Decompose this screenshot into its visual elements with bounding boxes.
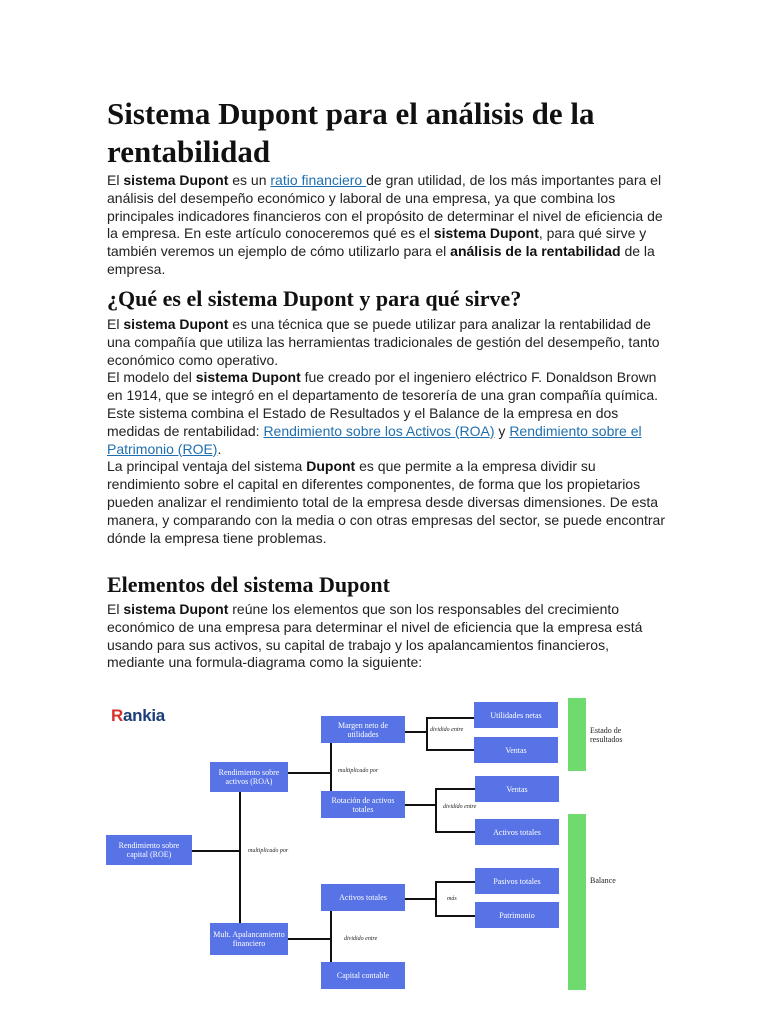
section-heading-elementos: Elementos del sistema Dupont — [107, 572, 390, 597]
utilidades-netas-box: Utilidades netas — [474, 702, 558, 728]
section1-body — [107, 316, 667, 547]
dividido-entre-label-3: dividido entre — [344, 936, 378, 942]
patrimonio-box: Patrimonio — [475, 902, 559, 928]
ventas-box-1: Ventas — [474, 737, 558, 763]
estado-resultados-label: Estado de resultados — [590, 726, 623, 744]
roa-box: Rendimiento sobre activos (ROA) — [210, 762, 288, 792]
connector-line — [426, 749, 474, 751]
roe-box: Rendimiento sobre capital (ROE) — [106, 835, 192, 865]
connector-line — [426, 717, 428, 750]
balance-bar — [568, 814, 586, 990]
rankia-logo: Rankia — [111, 706, 165, 725]
connector-line — [405, 898, 436, 900]
dividido-entre-label-1: dividido entre — [430, 727, 464, 733]
roe-link[interactable]: Rendimiento sobre el Patrimonio (ROE) — [107, 422, 642, 457]
multiplicado-por-label-1: multiplicado por — [248, 848, 289, 854]
connector-line — [192, 850, 240, 852]
roa-link[interactable]: Rendimiento sobre los Activos (ROA) — [263, 422, 495, 439]
dividido-entre-label-2: dividido entre — [443, 804, 477, 810]
connector-line — [435, 881, 437, 916]
connector-line — [405, 731, 427, 733]
section1-paragraph-3: Este sistema combina el Estado de Resultados y el Balance de la empresa en dos medidas de rentabilidad: Rendimiento sobre los Activos (ROA) y Rendimiento sobre el Patrimonio (ROE). — [107, 404, 642, 457]
connector-line — [435, 788, 437, 832]
mult-apalancamiento-box: Mult. Apalancamiento financiero — [210, 923, 288, 955]
ventas-box-2: Ventas — [475, 776, 559, 802]
mas-label: más — [447, 896, 457, 902]
connector-line — [435, 881, 475, 883]
activos-totales-box: Activos totales — [321, 884, 405, 911]
section2-paragraph: El sistema Dupont reúne los elementos que son los responsables del crecimiento económico de una empresa para determinar el nivel de eficiencia que la empresa está usando para sus activos, su capital de trabajo y los apalancamientos financieros, mediante una formula-diagrama como la siguiente: — [107, 601, 643, 671]
capital-contable-box: Capital contable — [321, 962, 405, 989]
intro-paragraph: El sistema Dupont es un ratio financiero de gran utilidad, de los más importantes para el análisis del desempeño económico y laboral de una empresa, ya que combina los principales indicadores financieros con el propósito de determinar el nivel de eficiencia de la empresa. En este artículo conoceremos qué es el sistema Dupont, para qué sirve y también veremos un ejemplo de cómo utilizarlo para el análisis de la rentabilidad de la empresa. — [107, 172, 663, 277]
section1-paragraph-2: El modelo del sistema Dupont fue creado por el ingeniero eléctrico F. Donaldson Brown en 1914, que se integró en el departamento de tesorería de una gran compañía química. — [107, 369, 659, 404]
connector-line — [435, 788, 475, 790]
ratio-financiero-link[interactable]: ratio financiero — [270, 172, 367, 188]
section1-paragraph-1: El sistema Dupont es una técnica que se puede utilizar para analizar la rentabilidad de una compañía que utiliza las herramientas tradicionales de gestión del desempeño, tanto económico como operativo. — [107, 316, 660, 368]
margen-neto-box: Margen neto de utilidades — [321, 716, 405, 743]
estado-resultados-bar — [568, 698, 586, 771]
connector-line — [288, 772, 331, 774]
activos-totales-box-2: Activos totales — [475, 819, 559, 845]
connector-line — [288, 938, 331, 940]
page-title: Sistema Dupont para el análisis de la rentabilidad — [107, 96, 595, 169]
pasivos-totales-box: Pasivos totales — [475, 868, 559, 894]
connector-line — [435, 915, 475, 917]
rotacion-activos-box: Rotación de activos totales — [321, 791, 405, 818]
dupont-diagram — [100, 690, 660, 1000]
connector-line — [239, 776, 241, 939]
section1-paragraph-4: La principal ventaja del sistema Dupont es que permite a la empresa dividir su rendimiento sobre el capital en diferentes componentes, de forma que los propietarios pueden analizar el rendimiento total de la empresa desde diversas dimensiones. De esta manera, y comparando con la media o con otras empresas del sector, se puede encontrar dónde la empresa tiene problemas. — [107, 458, 665, 546]
multiplicado-por-label-2: multiplicado por — [338, 768, 379, 774]
balance-label: Balance — [590, 876, 616, 885]
connector-line — [435, 831, 475, 833]
section-heading-que-es: ¿Qué es el sistema Dupont y para qué sirve? — [107, 286, 522, 311]
connector-line — [405, 804, 436, 806]
connector-line — [426, 717, 474, 719]
